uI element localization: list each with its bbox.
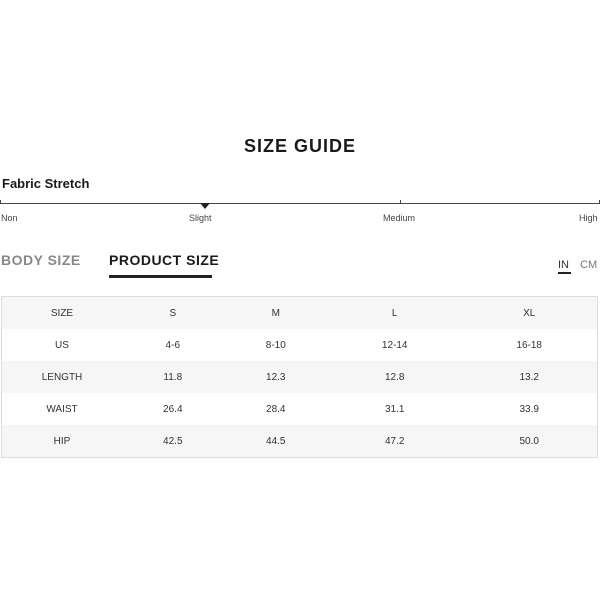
table-cell: 31.1: [384, 403, 405, 415]
size-table: [1, 296, 598, 458]
stretch-option-high: High: [579, 213, 598, 223]
table-cell: 33.9: [519, 403, 539, 415]
unit-cm-toggle[interactable]: CM: [580, 259, 598, 271]
table-cell: 11.8: [122, 361, 224, 393]
table-row-label: LENGTH: [2, 361, 123, 393]
table-cell: 47.2: [328, 425, 461, 458]
stretch-tick-non: [0, 200, 1, 204]
table-cell: 12.3: [224, 361, 328, 393]
table-row: [2, 393, 598, 425]
table-row-label: WAIST: [46, 403, 78, 415]
table-row-label: HIP: [2, 425, 123, 458]
table-row: [2, 425, 598, 458]
table-row-label: US: [55, 339, 69, 351]
table-cell: 12-14: [381, 339, 408, 351]
active-unit-underline: [558, 272, 571, 274]
table-cell: 4-6: [165, 339, 180, 351]
table-cell: 26.4: [163, 403, 183, 415]
page-title: SIZE GUIDE: [243, 136, 356, 156]
stretch-option-medium: Medium: [383, 213, 416, 223]
table-cell: 44.5: [224, 425, 328, 458]
table-cell: 8-10: [265, 339, 286, 351]
active-tab-underline: [109, 275, 212, 278]
table-cell: 16-18: [516, 339, 542, 351]
table-cell: 12.8: [328, 361, 461, 393]
fabric-stretch-scale: [0, 203, 600, 204]
fabric-stretch-label: Fabric Stretch: [2, 176, 90, 191]
stretch-option-non: Non: [1, 213, 18, 223]
table-row: [2, 329, 598, 361]
tab-product-size[interactable]: PRODUCT SIZE: [109, 252, 220, 268]
table-cell: 28.4: [266, 403, 286, 415]
table-header-cell: L: [328, 297, 461, 330]
table-cell: 50.0: [461, 425, 597, 458]
stretch-option-slight: Slight: [189, 213, 212, 223]
table-row: [2, 361, 598, 393]
table-cell: 13.2: [461, 361, 597, 393]
table-header-cell: S: [122, 297, 224, 330]
table-header-cell: SIZE: [2, 297, 123, 330]
unit-in-toggle[interactable]: IN: [558, 259, 569, 271]
table-cell: 42.5: [122, 425, 224, 458]
table-header-cell: XL: [461, 297, 597, 330]
table-header-row: [2, 297, 598, 330]
stretch-tick-medium: [400, 200, 401, 204]
table-header-cell: M: [224, 297, 328, 330]
tab-body-size[interactable]: BODY SIZE: [1, 252, 81, 268]
stretch-indicator-icon: [200, 203, 210, 209]
